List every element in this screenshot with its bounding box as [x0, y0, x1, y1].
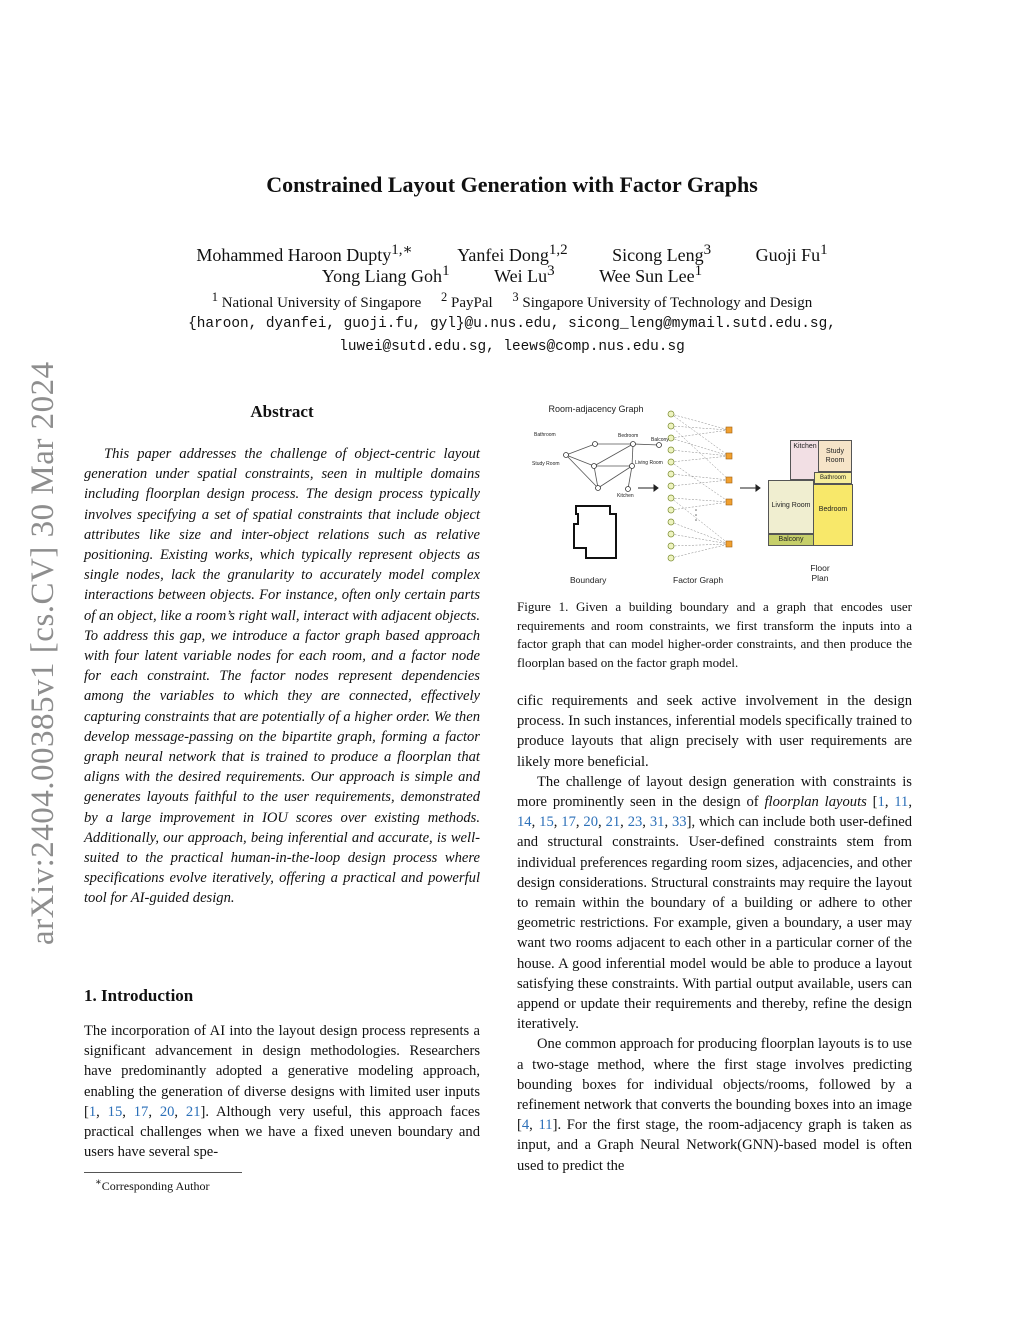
introduction-heading: 1. Introduction — [84, 986, 194, 1005]
affiliation: $^3$ Singapore University of Technology and Design — [512, 290, 813, 311]
author: Mohammed Haroon Dupty$^{1,∗}$ — [196, 242, 413, 265]
citation-link[interactable]: 15 — [107, 1103, 123, 1120]
authors-line-2 — [0, 263, 1024, 287]
citation-link[interactable]: 17 — [561, 814, 576, 831]
email-line-1: {haroon, dyanfei, guoji.fu, gyl}@u.nus.edu, sicong_leng@mymail.sutd.edu.sg, — [188, 316, 836, 332]
boundary-label: Boundary — [570, 575, 607, 585]
citation-link[interactable]: 14 — [517, 814, 532, 831]
adjacency-edges — [566, 444, 659, 489]
citation-link[interactable]: 20 — [159, 1103, 175, 1120]
room-bathroom: Bathroom — [814, 472, 852, 484]
room-study: Study Room — [818, 440, 852, 472]
citation-link[interactable]: 1 — [88, 1103, 97, 1120]
adjacency-nodes — [564, 442, 662, 492]
arxiv-stamp: arXiv:2404.00385v1 [cs.CV] 30 Mar 2024 — [25, 361, 61, 945]
author: Guoji Fu$^1$ — [755, 242, 828, 265]
citation-link[interactable]: 15 — [539, 814, 554, 831]
email-line-2: luwei@sutd.edu.sg, leews@comp.nus.edu.sg — [339, 339, 685, 355]
graph-node-label: Bedroom — [618, 433, 639, 439]
citation-link[interactable]: 21 — [605, 814, 621, 831]
variable-nodes — [668, 411, 674, 561]
graph-title: Room-adjacency Graph — [548, 404, 644, 414]
factor-edges — [671, 414, 729, 558]
abstract-heading: Abstract — [250, 402, 314, 421]
ellipsis-dots — [695, 509, 697, 521]
author: Yanfei Dong$^{1,2}$ — [457, 242, 568, 265]
figure-caption: Figure 1. Given a building boundary and a graph that encodes user requirements and room constraints, we first transform the inputs into a factor graph that can model higher-order constraints, and then produce the floorplan based on the factor graph model. — [517, 599, 912, 670]
citation-link[interactable]: 21 — [185, 1103, 201, 1120]
citation-link[interactable]: 17 — [133, 1103, 149, 1120]
citation-link[interactable]: 33 — [671, 814, 687, 831]
right-column-text — [517, 691, 912, 1176]
graph-node-label: Study Room — [532, 461, 560, 467]
introduction-text: The incorporation of AI into the layout design process represents a significant advancement in design methodologies. Researchers have predominantly adopted a generative modeling approach, enabling the generation of diverse designs with limited user inputs [1, 15, 17, 20, 21]. Although very useful, this approach faces practical challenges when we have a fixed uneven boundary and users have several spe- — [84, 1023, 481, 1161]
citation-link[interactable]: 11 — [894, 794, 909, 811]
author: Sicong Leng$^3$ — [612, 242, 712, 265]
factor-graph-label: Factor Graph — [673, 575, 724, 585]
figure-1 — [530, 398, 912, 590]
abstract-text: This paper addresses the challenge of object-centric layout generation under spatial constraints, seen in multiple domains including floorplan design process. The design process typically involves specifying a set of spatial constraints that include object attributes like size and inter-object relations such as relative positioning. Existing works, which typically represent objects as single nodes, lack the granularity to accurately model complex interactions between objects. For instance, often only certain parts of an object, like a room’s right wall, interact with adjacent objects. To address this gap, we introduce a factor graph based approach with four latent variable nodes for each room, and a factor node for each constraint. The factor nodes represent dependencies among the variables to which they are connected, effectively capturing constraints that are potentially of a higher order. We then develop message-passing on the bipartite graph, forming a factor graph neural network that is trained to produce a floorplan that aligns with the desired requirements. Our approach is simple and generates layouts faithful to the user requirements, demonstrated by a large improvement in IOU scores over existing methods. Additionally, our approach, being inferential and accurate, is well-suited to the practical human-in-the-loop design process where specifications evolve iteratively, offering a practical and powerful tool for AI-guided design. — [84, 446, 480, 907]
room-kitchen: Kitchen — [790, 440, 820, 480]
factor-nodes — [726, 427, 732, 547]
paragraph: One common approach for producing floorplan layouts is to use a two-stage method, where the first stage involves predicting bounding boxes for individual objects/rooms, followed by a refinement network that converts the bounding boxes into an image [4, 11]. For the first stage, the room-adjacency graph is taken as input, and a Graph Neural Network(GNN)-based model is often used to predict the — [517, 1036, 912, 1174]
graph-node-label: Living Room — [635, 460, 663, 466]
floor-plan-label: Floor Plan — [810, 563, 830, 583]
citation-link[interactable]: 20 — [583, 814, 599, 831]
arrows — [638, 485, 760, 491]
footnote: ∗Corresponding Author — [95, 1177, 210, 1193]
boundary-shape — [574, 506, 616, 558]
room-bedroom: Bedroom — [813, 484, 853, 546]
citation-link[interactable]: 1 — [877, 794, 885, 811]
citation-link[interactable]: 11 — [538, 1117, 553, 1134]
paragraph: cific requirements and seek active involvement in the design process. In such instances, inferential models specifically trained to produce layouts that align precisely with user requirements are likely more beneficial. — [517, 693, 912, 770]
affiliation: $^1$ National University of Singapore — [211, 290, 422, 311]
room-balcony: Balcony — [768, 534, 814, 546]
graph-node-label: Balcony — [651, 437, 669, 443]
paragraph: The challenge of layout design generation with constraints is more prominently seen in the design of floorplan layouts [1, 11, 14, 15, 17, 20, 21, 23, 31, 33], which can include both user-defined and structural constraints. User-defined constraints stem from individual preferences regarding room sizes, adjacencies, and other design considerations. Structural constraints may require the layout to remain within the boundary of a building or adhere to other geometric restrictions. For example, given a boundary, a user may want two rooms adjacent to each other in a particular corner of the house. A good inferential model would be able to produce a layout satisfying these constraints. With partial output available, users can append or update their requirements and thereby, refine the design iteratively. — [517, 773, 913, 1033]
graph-node-label: Kitchen — [617, 493, 634, 499]
author: Yong Liang Goh$^1$ — [321, 263, 450, 286]
paper-title: Constrained Layout Generation with Factor Graphs — [266, 172, 758, 197]
graph-node-label: Bathroom — [534, 432, 556, 438]
room-living: Living Room — [768, 480, 814, 534]
author: Wei Lu$^3$ — [494, 263, 555, 286]
author: Wee Sun Lee$^1$ — [599, 263, 703, 286]
figure-graphics — [530, 398, 912, 590]
citation-link[interactable]: 4 — [521, 1117, 530, 1134]
footnote-divider — [84, 1172, 242, 1173]
affiliation: $^2$ PayPal — [441, 290, 493, 311]
citation-link[interactable]: 23 — [627, 814, 643, 831]
citation-link[interactable]: 31 — [649, 814, 665, 831]
affiliations — [0, 290, 1024, 312]
